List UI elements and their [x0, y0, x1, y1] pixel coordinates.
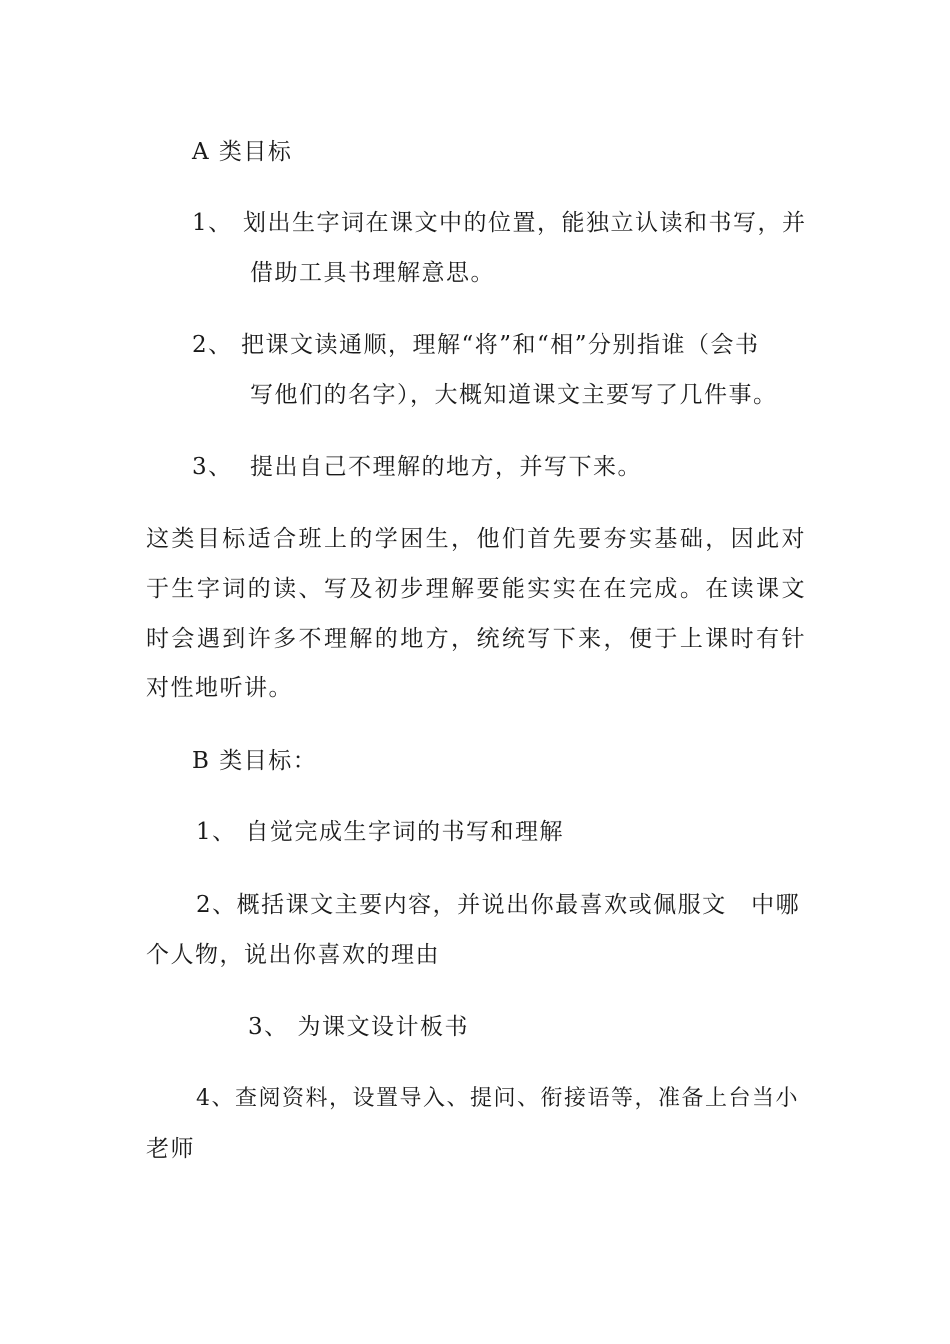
section-a-item-1-number: 1、 [192, 210, 233, 236]
section-a-note-line-3: 时会遇到许多不理解的地方，统统写下来，便于上课时有针 [146, 626, 806, 652]
section-b-item-3: 3、 为课文设计板书 [248, 1014, 469, 1040]
section-a-item-3-line-1: 提出自己不理解的地方，并写下来。 [250, 454, 642, 480]
section-b-item-2-line-2: 个人物，说出你喜欢的理由 [146, 942, 440, 968]
section-a-item-2-line-2: 写他们的名字），大概知道课文主要写了几件事。 [250, 382, 778, 408]
section-a-note-line-4: 对性地听讲。 [146, 675, 293, 701]
section-a-note-line-1: 这类目标适合班上的学困生，他们首先要夯实基础，因此对 [146, 526, 806, 552]
section-a-item-3-number: 3、 [192, 454, 233, 480]
section-a-item-2-number: 2、 [192, 332, 233, 358]
section-a-item-1-line-2: 借助工具书理解意思。 [250, 260, 495, 286]
section-b-item-4-line-2: 老师 [146, 1136, 195, 1162]
section-b-item-4-line-1: 4、查阅资料，设置导入、提问、衔接语等，准备上台当小 [196, 1086, 799, 1111]
section-b-item-2-line-1: 2、概括课文主要内容，并说出你最喜欢或佩服文 中哪 [196, 892, 801, 918]
section-a-note-line-2: 于生字词的读、写及初步理解要能实实在在完成。在读课文 [146, 576, 806, 602]
section-b-heading: B 类目标： [192, 748, 318, 774]
section-a-heading: A 类目标 [192, 139, 293, 165]
section-a-item-1-line-1: 划出生字词在课文中的位置，能独立认读和书写，并 [243, 210, 807, 236]
section-a-item-2-line-1: 把课文读通顺，理解“将”和“相”分别指谁（会书 [241, 332, 760, 358]
section-b-item-1: 1、 自觉完成生字词的书写和理解 [196, 819, 564, 845]
